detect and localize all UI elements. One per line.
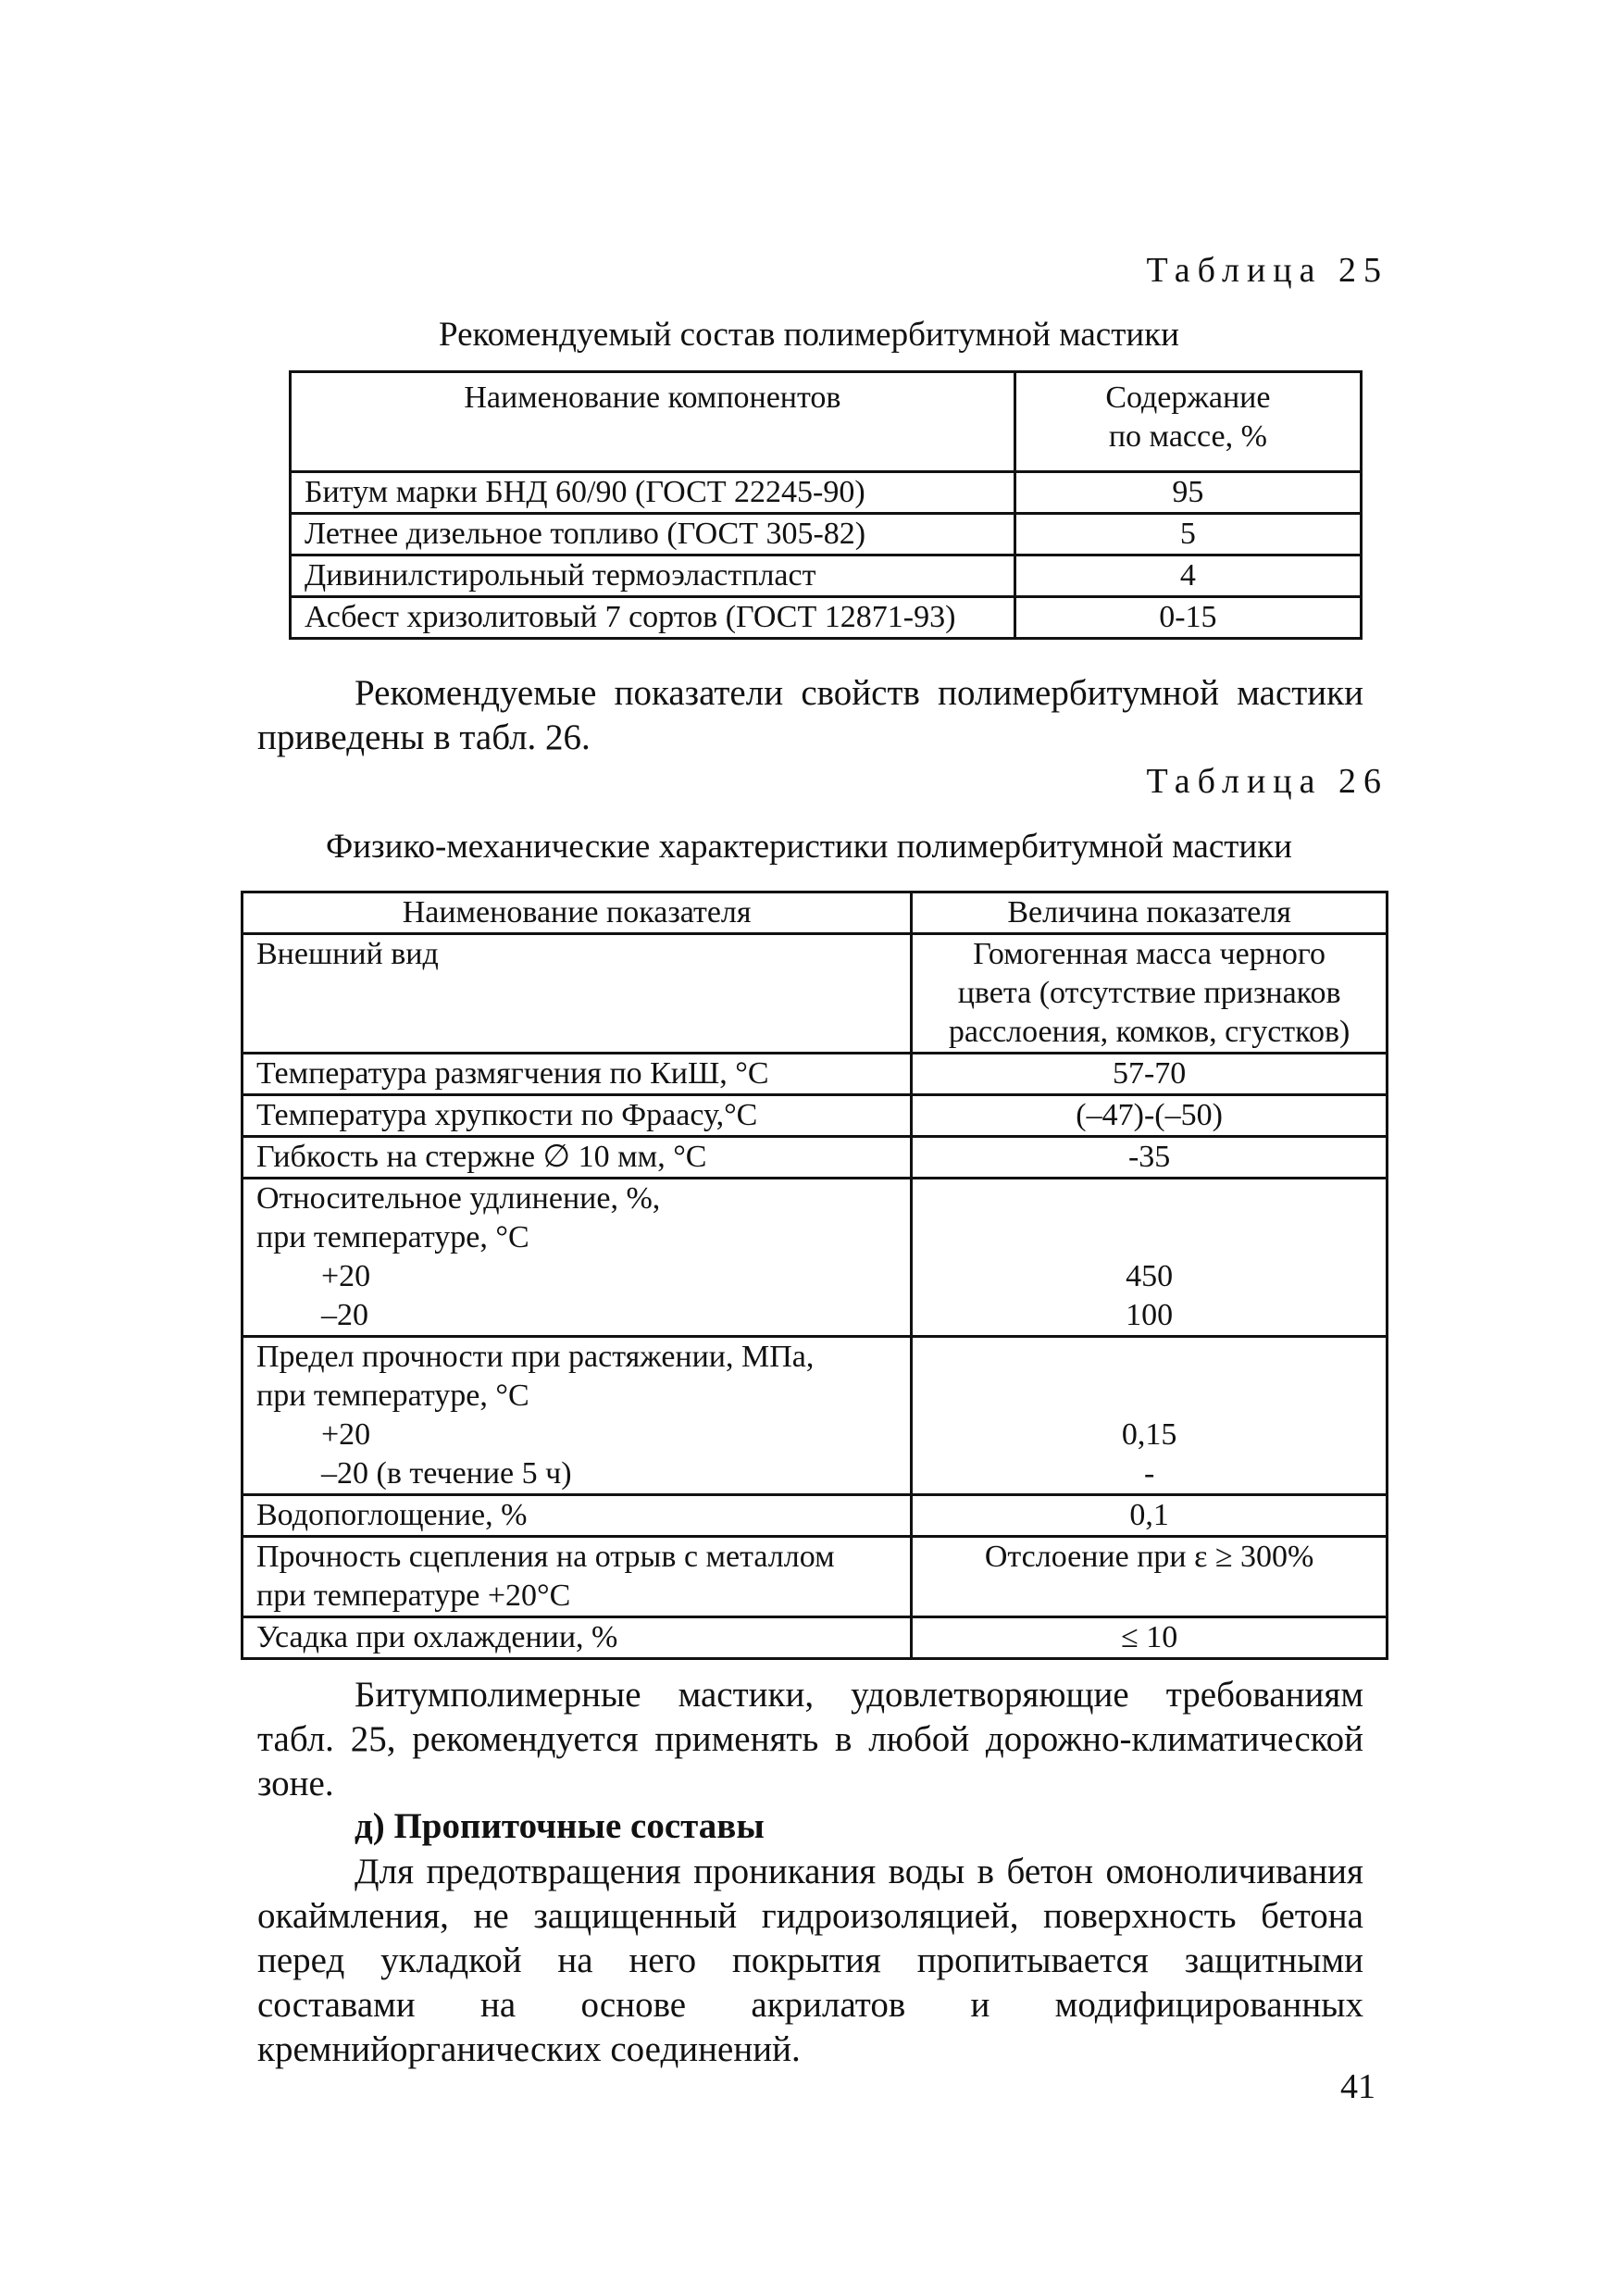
table-header-row <box>243 892 1388 934</box>
cell-value: 0,15 - <box>912 1337 1388 1495</box>
table-row <box>243 934 1388 1054</box>
cell-name: Гибкость на стержне ∅ 10 мм, °С <box>243 1137 912 1179</box>
table-25-title: Рекомендуемый состав полимербитумной мастики <box>439 316 1179 354</box>
table-row <box>243 1337 1388 1495</box>
cell-value: 450 100 <box>912 1179 1388 1337</box>
paragraph-3: Для предотвращения проникания воды в бетон омоноличивания окаймления, не защищенный гидроизоляцией, поверхность бетона перед укладкой на него покрытия пропитывается защитными составами на основе акрилатов и модифицированных кремнийорганических соединений. <box>257 1852 1363 2069</box>
cell-value: ≤ 10 <box>912 1617 1388 1659</box>
table-row <box>291 597 1362 639</box>
table-26 <box>241 891 1388 1660</box>
table-25-caption: Таблица 25 <box>1146 251 1388 290</box>
cell-value: 95 <box>1014 472 1361 514</box>
cell-value: 4 <box>1014 555 1361 597</box>
table-row <box>243 1137 1388 1179</box>
cell-value: Гомогенная масса черного цвета (отсутствие признаков расслоения, комков, сгустков) <box>912 934 1388 1054</box>
cell-name: Летнее дизельное топливо (ГОСТ 305-82) <box>291 514 1015 555</box>
cell-name: Температура размягчения по КиШ, °С <box>243 1054 912 1095</box>
cell-value: -35 <box>912 1137 1388 1179</box>
paragraph-1: Рекомендуемые показатели свойств полимербитумной мастики приведены в табл. 26. <box>257 673 1363 757</box>
cell-name: Температура хрупкости по Фраасу,°С <box>243 1095 912 1137</box>
cell-name: Предел прочности при растяжении, МПа, при температуре, °С +20 –20 (в течение 5 ч) <box>243 1337 912 1495</box>
paragraph-2: Битумполимерные мастики, удовлетворяющие требованиям табл. 25, рекомендуется применять в любой дорожно-климатической зоне. <box>257 1675 1363 1803</box>
header-cell: Наименование компонентов <box>291 372 1015 472</box>
table-row <box>243 1537 1388 1617</box>
cell-name: Внешний вид <box>243 934 912 1054</box>
table-row <box>243 1495 1388 1537</box>
cell-name: Прочность сцепления на отрыв с металлом при температуре +20°С <box>243 1537 912 1617</box>
header-cell: Содержание по массе, % <box>1014 372 1361 472</box>
cell-value: 5 <box>1014 514 1361 555</box>
section-heading: д) Пропиточные составы <box>355 1806 765 1846</box>
cell-value: (–47)-(–50) <box>912 1095 1388 1137</box>
cell-value: Отслоение при ε ≥ 300% <box>912 1537 1388 1617</box>
cell-name: Относительное удлинение, %, при температуре, °С +20 –20 <box>243 1179 912 1337</box>
cell-value: 0-15 <box>1014 597 1361 639</box>
table-26-title: Физико-механические характеристики полимербитумной мастики <box>326 828 1292 866</box>
cell-value: 0,1 <box>912 1495 1388 1537</box>
cell-value: 57-70 <box>912 1054 1388 1095</box>
table-row <box>243 1617 1388 1659</box>
cell-name: Дивинилстирольный термоэластпласт <box>291 555 1015 597</box>
table-row <box>243 1095 1388 1137</box>
table-row <box>243 1054 1388 1095</box>
header-cell: Величина показателя <box>912 892 1388 934</box>
table-row <box>291 555 1362 597</box>
table-25 <box>289 370 1363 640</box>
cell-name: Водопоглощение, % <box>243 1495 912 1537</box>
page-number: 41 <box>1340 2067 1375 2106</box>
table-26-caption: Таблица 26 <box>1146 762 1388 801</box>
table-header-row <box>291 372 1362 472</box>
cell-name: Усадка при охлаждении, % <box>243 1617 912 1659</box>
table-row <box>291 514 1362 555</box>
table-row <box>243 1179 1388 1337</box>
cell-name: Битум марки БНД 60/90 (ГОСТ 22245-90) <box>291 472 1015 514</box>
cell-name: Асбест хризолитовый 7 сортов (ГОСТ 12871-93) <box>291 597 1015 639</box>
header-cell: Наименование показателя <box>243 892 912 934</box>
table-row <box>291 472 1362 514</box>
